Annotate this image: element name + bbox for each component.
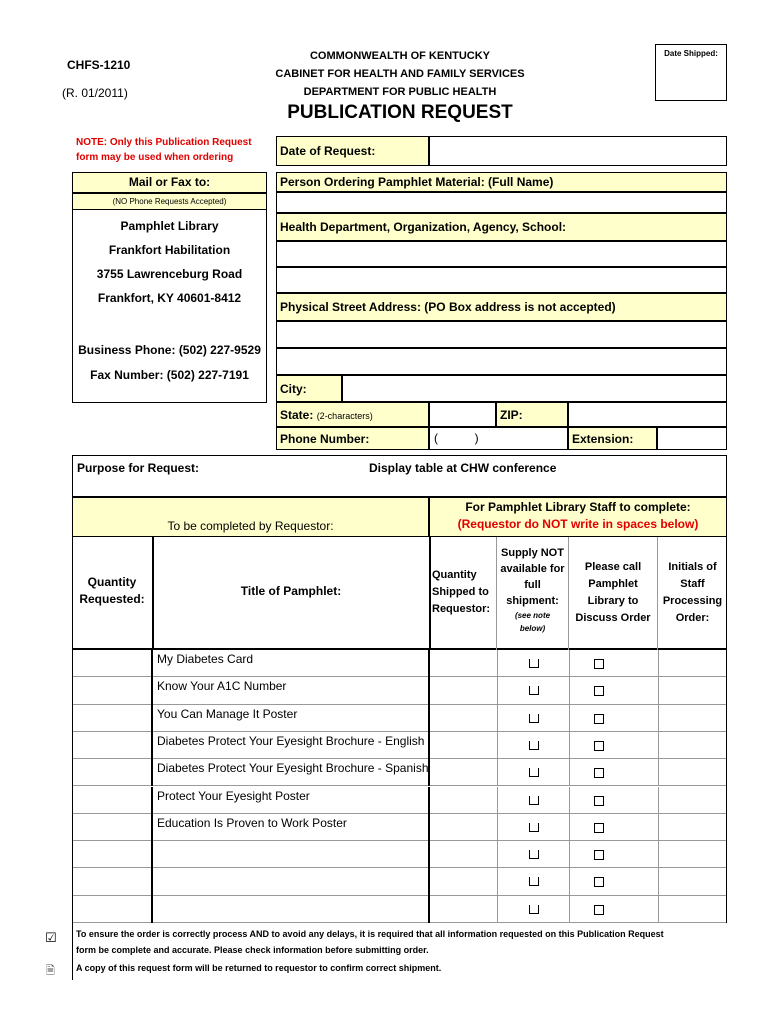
table-row (73, 677, 726, 704)
staff-section-header (429, 497, 727, 537)
please-call-checkbox[interactable] (594, 877, 604, 887)
please-call-cell (570, 705, 659, 732)
qty-shipped-cell[interactable] (432, 814, 498, 841)
col-initials-l3: Processing (662, 595, 723, 607)
zip-input[interactable] (568, 402, 727, 427)
supply-not-available-cell (498, 759, 570, 786)
col-initials-l2: Staff (680, 578, 705, 590)
header-line3: DEPARTMENT FOR PUBLIC HEALTH (303, 86, 497, 98)
please-call-checkbox[interactable] (594, 823, 604, 833)
staff-initials-cell[interactable] (659, 787, 726, 814)
supply-not-available-cell (498, 896, 570, 923)
qty-requested-cell[interactable] (73, 787, 153, 814)
mail-heading: Mail or Fax to: (72, 172, 267, 193)
col-qty-shipped-l3: Requestor: (432, 603, 491, 615)
col-qty-requested-l1: Quantity (87, 575, 137, 589)
supply-not-available-cell (498, 732, 570, 759)
zip-label: ZIP: (496, 402, 568, 427)
supply-not-available-cell (498, 787, 570, 814)
supply-not-available-checkbox[interactable] (529, 823, 539, 832)
footer-line2: form be complete and accurate. Please check information before submitting order. (76, 945, 429, 955)
supply-not-available-cell (498, 650, 570, 677)
date-of-request-input[interactable] (429, 136, 727, 166)
footer-line3: A copy of this request form will be returned to requestor to confirm correct shipment. (76, 963, 442, 973)
revision: (R. 01/2011) (62, 86, 128, 100)
business-phone: Business Phone: (502) 227-9529 (78, 343, 261, 357)
staff-initials-cell[interactable] (659, 896, 726, 923)
col-qty-shipped-l2: Shipped to (432, 586, 489, 598)
staff-initials-cell[interactable] (659, 759, 726, 786)
addr1: Pamphlet Library (120, 219, 219, 233)
qty-shipped-cell[interactable] (432, 841, 498, 868)
please-call-cell (570, 814, 659, 841)
qty-shipped-cell[interactable] (432, 732, 498, 759)
staff-initials-cell[interactable] (659, 705, 726, 732)
please-call-checkbox[interactable] (594, 850, 604, 860)
footer-rule (72, 923, 73, 980)
table-row (73, 814, 726, 841)
qty-requested-cell[interactable] (73, 705, 153, 732)
purpose-box[interactable] (72, 455, 727, 497)
supply-not-available-checkbox[interactable] (529, 877, 539, 886)
please-call-checkbox[interactable] (594, 905, 604, 915)
addr2: Frankfort Habilitation (108, 243, 231, 257)
addr4: Frankfort, KY 40601-8412 (97, 291, 242, 305)
qty-shipped-cell[interactable] (432, 896, 498, 923)
date-shipped-label: Date Shipped: (664, 49, 718, 58)
col-supply-l2: available for (500, 563, 565, 575)
qty-requested-cell[interactable] (73, 868, 153, 895)
city-label: City: (276, 375, 342, 402)
please-call-cell (570, 787, 659, 814)
table-row (73, 868, 726, 895)
state-hint: (2-characters) (316, 411, 373, 421)
please-call-cell (570, 841, 659, 868)
city-input[interactable] (342, 375, 727, 402)
col-initials-l1: Initials of (668, 561, 717, 573)
table-row (73, 759, 726, 786)
please-call-cell (570, 677, 659, 704)
supply-not-available-checkbox[interactable] (529, 741, 539, 750)
supply-not-available-cell (498, 868, 570, 895)
supply-not-available-cell (498, 841, 570, 868)
note-line2: form may be used when ordering (76, 152, 234, 163)
document-icon: 🗎 (46, 965, 55, 977)
please-call-cell (570, 868, 659, 895)
supply-not-available-cell (498, 677, 570, 704)
street-address-input-2[interactable] (276, 348, 727, 375)
please-call-cell (570, 896, 659, 923)
col-call-l2: Pamphlet (588, 578, 638, 590)
date-of-request-label: Date of Request: (276, 136, 429, 166)
col-qty-shipped-l1: Quantity (432, 569, 477, 581)
supply-not-available-checkbox[interactable] (529, 796, 539, 805)
state-label-text: State: (280, 408, 314, 422)
please-call-checkbox[interactable] (594, 796, 604, 806)
supply-not-available-checkbox[interactable] (529, 686, 539, 695)
staff-initials-cell[interactable] (659, 868, 726, 895)
col-qty-requested (72, 574, 152, 608)
qty-shipped-cell[interactable] (432, 677, 498, 704)
date-shipped-box[interactable] (655, 44, 727, 101)
table-row (73, 896, 726, 923)
qty-shipped-cell[interactable] (432, 787, 498, 814)
col-supply-l3: full (524, 579, 541, 591)
header-line1: COMMONWEALTH OF KENTUCKY (309, 50, 491, 62)
supply-not-available-cell (498, 705, 570, 732)
staff-initials-cell[interactable] (659, 677, 726, 704)
phone-label: Phone Number: (276, 427, 429, 450)
qty-shipped-cell[interactable] (432, 705, 498, 732)
col-qty-shipped (432, 567, 496, 618)
footer-line1: To ensure the order is correctly process AND to avoid any delays, it is required that all information requested on this Publication Request (76, 929, 664, 939)
table-row (73, 650, 726, 677)
qty-requested-cell[interactable] (73, 650, 153, 677)
state-label (276, 402, 429, 427)
pamphlet-title-cell (155, 868, 430, 895)
please-call-checkbox[interactable] (594, 768, 604, 778)
pamphlet-title-cell: Diabetes Protect Your Eyesight Brochure - English (155, 732, 430, 759)
addr3: 3755 Lawrenceburg Road (96, 267, 243, 281)
col-call-l4: Discuss Order (575, 612, 651, 624)
staff-line1: For Pamphlet Library Staff to complete: (465, 500, 691, 514)
qty-requested-cell[interactable] (73, 896, 153, 923)
please-call-checkbox[interactable] (594, 659, 604, 669)
col-supply-l1: Supply NOT (501, 547, 564, 559)
fax-number: Fax Number: (502) 227-7191 (90, 368, 249, 382)
street-address-label: Physical Street Address: (PO Box address is not accepted) (276, 293, 727, 321)
supply-not-available-checkbox[interactable] (529, 659, 539, 668)
pamphlet-title-cell (155, 896, 430, 923)
please-call-checkbox[interactable] (594, 741, 604, 751)
organization-label: Health Department, Organization, Agency, School: (276, 213, 727, 241)
organization-input-2[interactable] (276, 267, 727, 293)
person-ordering-label: Person Ordering Pamphlet Material: (Full Name) (276, 172, 727, 192)
please-call-checkbox[interactable] (594, 714, 604, 724)
col-please-call (569, 559, 657, 627)
qty-requested-cell[interactable] (73, 732, 153, 759)
staff-line2: (Requestor do NOT write in spaces below) (457, 517, 699, 531)
supply-not-available-checkbox[interactable] (529, 850, 539, 859)
form-id: CHFS-1210 (67, 58, 131, 72)
qty-requested-cell[interactable] (73, 677, 153, 704)
supply-not-available-checkbox[interactable] (529, 768, 539, 777)
table-row (73, 732, 726, 759)
table-row (73, 705, 726, 732)
staff-initials-cell[interactable] (659, 841, 726, 868)
street-address-input-1[interactable] (276, 321, 727, 348)
col-call-l1: Please call (584, 561, 642, 573)
col-supply-l5: (see note (514, 611, 551, 620)
extension-input[interactable] (657, 427, 727, 450)
person-ordering-input[interactable] (276, 192, 727, 213)
col-supply-l6: below) (519, 624, 546, 633)
state-input[interactable] (429, 402, 496, 427)
please-call-cell (570, 650, 659, 677)
mail-address-panel (72, 210, 267, 403)
staff-initials-cell[interactable] (659, 650, 726, 677)
phone-input[interactable]: ( ) (429, 427, 568, 450)
pamphlet-title-cell: Know Your A1C Number (155, 677, 430, 704)
purpose-label: Purpose for Request: (77, 461, 200, 475)
supply-not-available-cell (498, 814, 570, 841)
table-row (73, 787, 726, 814)
staff-initials-cell[interactable] (659, 814, 726, 841)
please-call-checkbox[interactable] (594, 686, 604, 696)
pamphlet-title-cell: Diabetes Protect Your Eyesight Brochure - Spanish (155, 759, 430, 786)
note-line1: NOTE: Only this Publication Request (76, 137, 252, 148)
requestor-section-header: To be completed by Requestor: (72, 497, 429, 537)
pamphlet-title-cell: My Diabetes Card (155, 650, 430, 677)
col-qty-requested-l2: Requested: (79, 592, 145, 606)
supply-not-available-checkbox[interactable] (529, 905, 539, 914)
qty-shipped-cell[interactable] (432, 650, 498, 677)
pamphlet-title-cell: You Can Manage It Poster (155, 705, 430, 732)
please-call-cell (570, 759, 659, 786)
no-phone-note: (NO Phone Requests Accepted) (72, 193, 267, 210)
qty-requested-cell[interactable] (73, 759, 153, 786)
supply-not-available-checkbox[interactable] (529, 714, 539, 723)
page-title: PUBLICATION REQUEST (287, 102, 513, 123)
staff-initials-cell[interactable] (659, 732, 726, 759)
header-line2: CABINET FOR HEALTH AND FAMILY SERVICES (275, 68, 525, 80)
pamphlet-title-cell: Protect Your Eyesight Poster (155, 787, 430, 814)
please-call-cell (570, 732, 659, 759)
table-row (73, 841, 726, 868)
pamphlet-title-cell (155, 841, 430, 868)
qty-requested-cell[interactable] (73, 841, 153, 868)
organization-input-1[interactable] (276, 241, 727, 267)
col-supply-l4: shipment: (506, 595, 559, 607)
col-call-l3: Library to (587, 595, 639, 607)
pamphlet-table-body (72, 650, 727, 923)
qty-shipped-cell[interactable] (432, 759, 498, 786)
col-title: Title of Pamphlet: (240, 584, 342, 598)
pamphlet-title-cell: Education Is Proven to Work Poster (155, 814, 430, 841)
col-supply-not (497, 545, 568, 635)
extension-label: Extension: (568, 427, 657, 450)
qty-shipped-cell[interactable] (432, 868, 498, 895)
col-initials (658, 559, 727, 627)
checked-box-icon[interactable]: ☑ (45, 930, 57, 945)
purpose-value: Display table at CHW conference (369, 461, 557, 475)
qty-requested-cell[interactable] (73, 814, 153, 841)
col-initials-l4: Order: (675, 612, 710, 624)
